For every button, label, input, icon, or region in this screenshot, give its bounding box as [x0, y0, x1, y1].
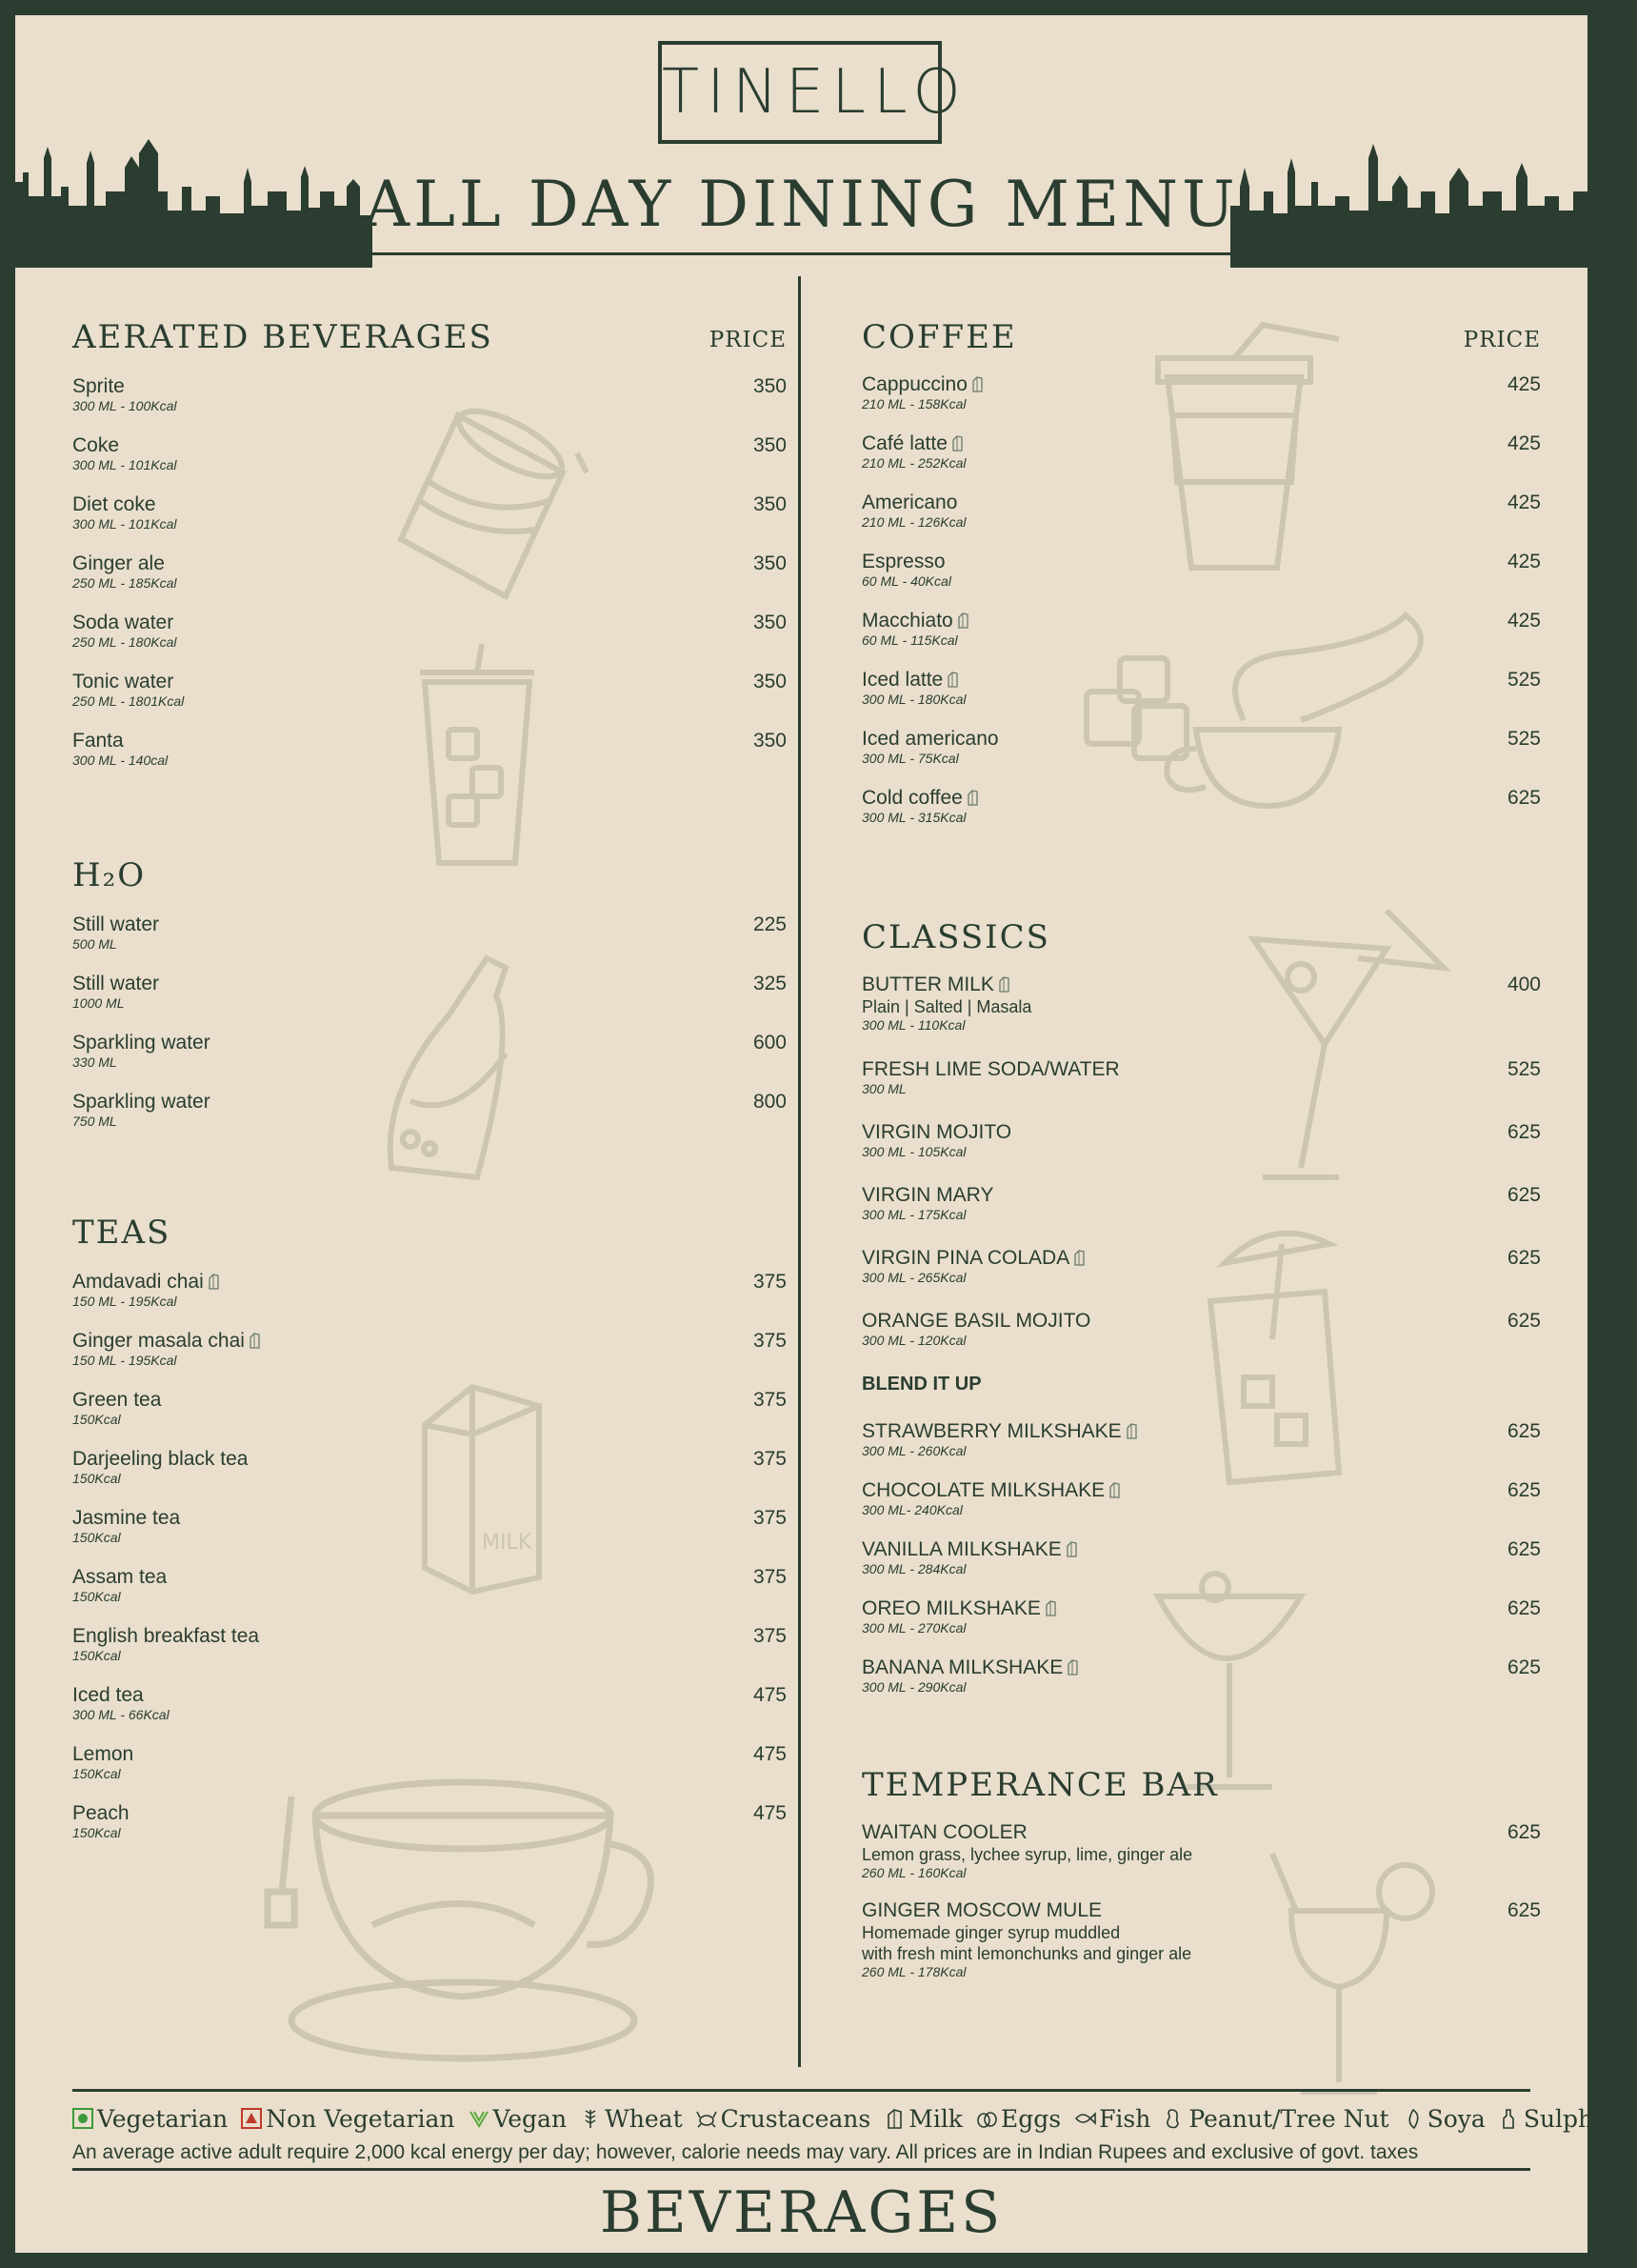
item-name: BUTTER MILK	[862, 973, 994, 995]
item-name: Amdavadi chai	[72, 1271, 204, 1293]
item-price: 525	[1507, 1058, 1541, 1080]
item-price: 625	[1507, 1597, 1541, 1619]
legend-label: Eggs	[1000, 2104, 1062, 2133]
menu-item	[862, 1821, 1541, 1899]
item-volume-calories: 150Kcal	[72, 1589, 121, 1604]
item-name: Lemon	[72, 1743, 134, 1765]
item-volume-calories: 60 ML - 40Kcal	[862, 573, 951, 589]
item-name: VIRGIN MARY	[862, 1184, 994, 1206]
menu-item	[72, 552, 787, 612]
item-price: 225	[752, 913, 787, 935]
item-volume-calories: 300 ML	[862, 1081, 907, 1096]
menu-item	[862, 973, 1541, 1058]
footer-divider-bottom	[72, 2168, 1530, 2171]
item-volume-calories: 150Kcal	[72, 1530, 121, 1545]
svg-text:MILK: MILK	[482, 1531, 532, 1555]
item-price: 375	[752, 1271, 787, 1293]
non-vegetarian-icon	[241, 2108, 262, 2129]
menu-item	[72, 973, 787, 1032]
dietary-legend	[72, 2101, 1637, 2136]
item-volume-calories: 300 ML - 101Kcal	[72, 516, 177, 532]
menu-item	[72, 1743, 787, 1802]
item-volume-calories: 150Kcal	[72, 1825, 121, 1840]
vegan-icon	[469, 2108, 489, 2129]
milk-icon	[947, 672, 959, 688]
item-name: Soda water	[72, 612, 174, 633]
item-name: Darjeeling black tea	[72, 1448, 249, 1470]
item-volume-calories: 300 ML - 75Kcal	[862, 751, 959, 766]
menu-item	[72, 671, 787, 730]
menu-item	[862, 1538, 1541, 1597]
milk-icon	[1126, 1423, 1138, 1439]
legend-label: Milk	[908, 2104, 963, 2133]
legend-item	[976, 2105, 1061, 2133]
item-name: Cappuccino	[862, 373, 968, 395]
milk-icon	[951, 435, 964, 452]
item-price: 425	[1507, 610, 1541, 632]
item-name: Still water	[72, 973, 160, 994]
milk-icon	[884, 2108, 905, 2129]
milk-icon	[208, 1274, 220, 1290]
item-name: VIRGIN MOJITO	[862, 1121, 1012, 1143]
item-price: 325	[752, 973, 787, 994]
item-price: 400	[1507, 973, 1541, 995]
legend-label: Wheat	[605, 2104, 683, 2133]
item-name: Iced tea	[72, 1684, 144, 1706]
h2o-section	[72, 856, 787, 1150]
menu-item	[72, 1507, 787, 1566]
fish-icon	[1074, 2108, 1095, 2129]
eggs-icon	[976, 2108, 997, 2129]
item-price: 625	[1507, 1656, 1541, 1678]
item-price: 375	[752, 1507, 787, 1529]
legend-item	[241, 2105, 454, 2133]
item-name: Iced americano	[862, 728, 999, 750]
item-name: Iced latte	[862, 669, 944, 691]
item-price: 625	[1507, 1121, 1541, 1143]
item-description: with fresh mint lemonchunks and ginger ale	[862, 1944, 1192, 1963]
menu-item	[72, 1566, 787, 1625]
section-title: TEMPERANCE BAR	[862, 1766, 1219, 1804]
menu-item	[862, 1597, 1541, 1656]
item-price: 625	[1507, 1479, 1541, 1501]
item-description: Homemade ginger syrup muddled	[862, 1923, 1121, 1942]
menu-item	[72, 493, 787, 552]
menu-item	[862, 1899, 1541, 1995]
item-price: 475	[752, 1684, 787, 1706]
menu-item	[72, 1448, 787, 1507]
menu-item	[862, 1656, 1541, 1716]
item-price: 475	[752, 1743, 787, 1765]
item-price: 350	[752, 493, 787, 515]
crustaceans-icon	[696, 2108, 717, 2129]
item-name: Cold coffee	[862, 787, 963, 809]
item-name: WAITAN COOLER	[862, 1821, 1028, 1843]
item-name: Sparkling water	[72, 1091, 210, 1113]
item-price: 375	[752, 1566, 787, 1588]
item-name: BANANA MILKSHAKE	[862, 1656, 1064, 1678]
menu-item	[72, 1032, 787, 1091]
legend-item	[1074, 2105, 1150, 2133]
legend-label: Vegetarian	[97, 2104, 229, 2133]
menu-item	[72, 730, 787, 789]
item-price: 600	[752, 1032, 787, 1054]
item-volume-calories: 150Kcal	[72, 1766, 121, 1781]
milk-icon	[1073, 1250, 1086, 1266]
item-volume-calories: 250 ML - 1801Kcal	[72, 693, 185, 709]
item-name: CHOCOLATE MILKSHAKE	[862, 1479, 1106, 1501]
brand-logo	[658, 41, 968, 144]
menu-item	[72, 1389, 787, 1448]
item-price: 525	[1507, 728, 1541, 750]
aerated-beverages-section	[72, 318, 787, 789]
menu-item	[862, 787, 1541, 846]
menu-item	[862, 1058, 1541, 1121]
item-price: 625	[1507, 787, 1541, 809]
menu-item	[862, 492, 1541, 551]
item-name: English breakfast tea	[72, 1625, 260, 1647]
item-name: Tonic water	[72, 671, 174, 692]
item-description: Lemon grass, lychee syrup, lime, ginger ale	[862, 1845, 1193, 1864]
legend-label: Crustaceans	[720, 2104, 871, 2133]
item-volume-calories: 750 ML	[72, 1114, 117, 1129]
item-price: 625	[1507, 1899, 1541, 1921]
milk-icon	[957, 612, 969, 629]
menu-item	[862, 728, 1541, 787]
item-volume-calories: 300 ML - 110Kcal	[862, 1017, 966, 1033]
item-volume-calories: 300 ML - 284Kcal	[862, 1561, 967, 1576]
legend-item	[469, 2105, 568, 2133]
soya-icon	[1403, 2108, 1424, 2129]
footer-divider-top	[72, 2089, 1530, 2092]
item-price: 375	[752, 1448, 787, 1470]
item-price: 425	[1507, 432, 1541, 454]
menu-item	[862, 1121, 1541, 1184]
menu-item	[862, 432, 1541, 492]
section-title: AERATED BEVERAGES	[72, 318, 493, 356]
menu-item	[862, 1479, 1541, 1538]
item-price: 350	[752, 434, 787, 456]
section-title: TEAS	[72, 1214, 171, 1252]
legend-item	[580, 2105, 683, 2133]
item-volume-calories: 300 ML - 180Kcal	[862, 692, 967, 707]
legend-label: Soya	[1427, 2104, 1486, 2133]
item-volume-calories: 250 ML - 180Kcal	[72, 634, 177, 650]
legend-item	[884, 2105, 963, 2133]
price-header: PRICE	[709, 328, 787, 352]
item-price: 800	[752, 1091, 787, 1113]
item-volume-calories: 300 ML - 290Kcal	[862, 1679, 967, 1695]
item-price: 625	[1507, 1247, 1541, 1269]
menu-item	[72, 1802, 787, 1861]
blend-it-up-subheading: BLEND IT UP	[862, 1374, 982, 1395]
milk-icon	[1067, 1659, 1079, 1676]
item-volume-calories: 250 ML - 185Kcal	[72, 575, 177, 591]
item-name: Café latte	[862, 432, 948, 454]
temperance-bar-section	[862, 1766, 1541, 1995]
item-price: 350	[752, 671, 787, 692]
menu-item	[862, 1420, 1541, 1479]
legend-label: Vegan	[492, 2104, 568, 2133]
item-price: 525	[1507, 669, 1541, 691]
item-volume-calories: 300 ML - 120Kcal	[862, 1333, 967, 1348]
menu-item	[72, 1330, 787, 1389]
item-volume-calories: 300 ML - 101Kcal	[72, 457, 177, 472]
item-volume-calories: 260 ML - 178Kcal	[862, 1964, 967, 1979]
menu-item	[72, 1271, 787, 1330]
item-name: Diet coke	[72, 493, 156, 515]
item-price: 350	[752, 375, 787, 397]
item-volume-calories: 150Kcal	[72, 1648, 121, 1663]
item-volume-calories: 260 ML - 160Kcal	[862, 1865, 967, 1880]
item-name: Espresso	[862, 551, 946, 572]
item-name: FRESH LIME SODA/WATER	[862, 1058, 1120, 1080]
item-volume-calories: 150 ML - 195Kcal	[72, 1353, 177, 1368]
section-title: H₂O	[72, 856, 147, 894]
menu-item	[72, 434, 787, 493]
item-price: 375	[752, 1625, 787, 1647]
item-name: Ginger ale	[72, 552, 165, 574]
item-volume-calories: 1000 ML	[72, 995, 125, 1011]
legend-item	[696, 2105, 871, 2133]
milk-icon	[967, 790, 979, 806]
item-volume-calories: 150Kcal	[72, 1412, 121, 1427]
item-volume-calories: 150Kcal	[72, 1471, 121, 1486]
legend-item	[72, 2105, 228, 2133]
milk-icon	[1045, 1600, 1057, 1616]
menu-item	[862, 669, 1541, 728]
menu-item	[72, 1684, 787, 1743]
item-price: 625	[1507, 1821, 1541, 1843]
footer-title: BEVERAGES	[599, 2179, 1004, 2246]
menu-item	[862, 1247, 1541, 1310]
item-price: 375	[752, 1330, 787, 1352]
item-name: Coke	[72, 434, 120, 456]
legend-item	[1499, 2105, 1637, 2133]
item-price: 425	[1507, 551, 1541, 572]
item-name: Ginger masala chai	[72, 1330, 245, 1352]
item-price: 425	[1507, 373, 1541, 395]
item-name: ORANGE BASIL MOJITO	[862, 1310, 1091, 1332]
item-volume-calories: 300 ML - 105Kcal	[862, 1144, 967, 1159]
item-volume-calories: 300 ML - 175Kcal	[862, 1207, 967, 1222]
item-price: 425	[1507, 492, 1541, 513]
legend-label: Fish	[1099, 2104, 1151, 2133]
menu-item	[72, 1091, 787, 1150]
item-price: 625	[1507, 1184, 1541, 1206]
item-volume-calories: 300 ML - 66Kcal	[72, 1707, 170, 1722]
menu-item	[862, 373, 1541, 432]
item-name: Fanta	[72, 730, 124, 752]
item-volume-calories: 210 ML - 158Kcal	[862, 396, 967, 411]
item-volume-calories: 210 ML - 252Kcal	[862, 455, 967, 471]
item-price: 625	[1507, 1310, 1541, 1332]
classics-section	[862, 918, 1541, 1716]
item-name: Macchiato	[862, 610, 953, 632]
column-divider	[798, 276, 801, 2067]
item-name: Sprite	[72, 375, 125, 397]
legend-label: Sulphites	[1523, 2104, 1637, 2133]
item-volume-calories: 300 ML- 240Kcal	[862, 1502, 963, 1517]
item-name: STRAWBERRY MILKSHAKE	[862, 1420, 1122, 1442]
item-description: Plain | Salted | Masala	[862, 997, 1032, 1016]
milk-icon	[1066, 1541, 1078, 1557]
legend-item	[1403, 2105, 1486, 2133]
item-name: Jasmine tea	[72, 1507, 181, 1529]
page-title: ALL DAY DINING MENU	[364, 168, 1239, 241]
section-title: COFFEE	[862, 318, 1017, 356]
brand-name: TINELLO	[662, 57, 968, 128]
item-volume-calories: 300 ML - 270Kcal	[862, 1620, 967, 1636]
wheat-icon	[580, 2108, 601, 2129]
item-price: 350	[752, 552, 787, 574]
item-price: 625	[1507, 1538, 1541, 1560]
legend-label: Peanut/Tree Nut	[1188, 2104, 1389, 2133]
menu-item	[862, 610, 1541, 669]
teas-section	[72, 1214, 787, 1861]
header-divider	[72, 252, 1530, 255]
milk-icon	[998, 976, 1010, 993]
item-volume-calories: 300 ML - 260Kcal	[862, 1443, 967, 1458]
item-volume-calories: 300 ML - 315Kcal	[862, 810, 967, 825]
price-header: PRICE	[1463, 328, 1541, 352]
legend-item	[1164, 2105, 1388, 2133]
item-price: 475	[752, 1802, 787, 1824]
menu-item	[72, 375, 787, 434]
item-price: 350	[752, 612, 787, 633]
item-volume-calories: 330 ML	[72, 1054, 117, 1070]
item-price: 350	[752, 730, 787, 752]
calorie-disclaimer: An average active adult require 2,000 kcal energy per day; however, calorie needs may vary. All prices are in Indian Rupees and exclusive of govt. taxes	[72, 2141, 1419, 2163]
item-volume-calories: 150 ML - 195Kcal	[72, 1294, 177, 1309]
peanut-icon	[1164, 2108, 1185, 2129]
milk-icon	[249, 1333, 261, 1349]
section-title: CLASSICS	[862, 918, 1050, 956]
item-volume-calories: 500 ML	[72, 936, 117, 952]
item-name: GINGER MOSCOW MULE	[862, 1899, 1103, 1921]
item-name: Peach	[72, 1802, 130, 1824]
milk-icon	[1108, 1482, 1121, 1498]
item-volume-calories: 300 ML - 140cal	[72, 753, 169, 768]
item-volume-calories: 300 ML - 265Kcal	[862, 1270, 967, 1285]
menu-item	[862, 551, 1541, 610]
milk-icon	[971, 376, 984, 392]
menu-item	[862, 1184, 1541, 1247]
legend-label: Non Vegetarian	[266, 2104, 455, 2133]
item-name: VIRGIN PINA COLADA	[862, 1247, 1070, 1269]
item-name: OREO MILKSHAKE	[862, 1597, 1041, 1619]
item-volume-calories: 210 ML - 126Kcal	[862, 514, 967, 530]
menu-item	[72, 913, 787, 973]
item-name: Assam tea	[72, 1566, 168, 1588]
item-volume-calories: 300 ML - 100Kcal	[72, 398, 177, 413]
item-price: 625	[1507, 1420, 1541, 1442]
sulphites-icon	[1499, 2108, 1520, 2129]
menu-page	[15, 15, 1637, 2253]
item-volume-calories: 60 ML - 115Kcal	[862, 632, 958, 648]
item-name: Americano	[862, 492, 958, 513]
item-name: Still water	[72, 913, 160, 935]
vegetarian-icon	[72, 2108, 93, 2129]
item-name: Green tea	[72, 1389, 162, 1411]
coffee-section	[862, 318, 1541, 846]
item-name: VANILLA MILKSHAKE	[862, 1538, 1062, 1560]
item-name: Sparkling water	[72, 1032, 210, 1054]
item-price: 375	[752, 1389, 787, 1411]
menu-item	[72, 1625, 787, 1684]
menu-item	[72, 612, 787, 671]
menu-item	[862, 1310, 1541, 1373]
